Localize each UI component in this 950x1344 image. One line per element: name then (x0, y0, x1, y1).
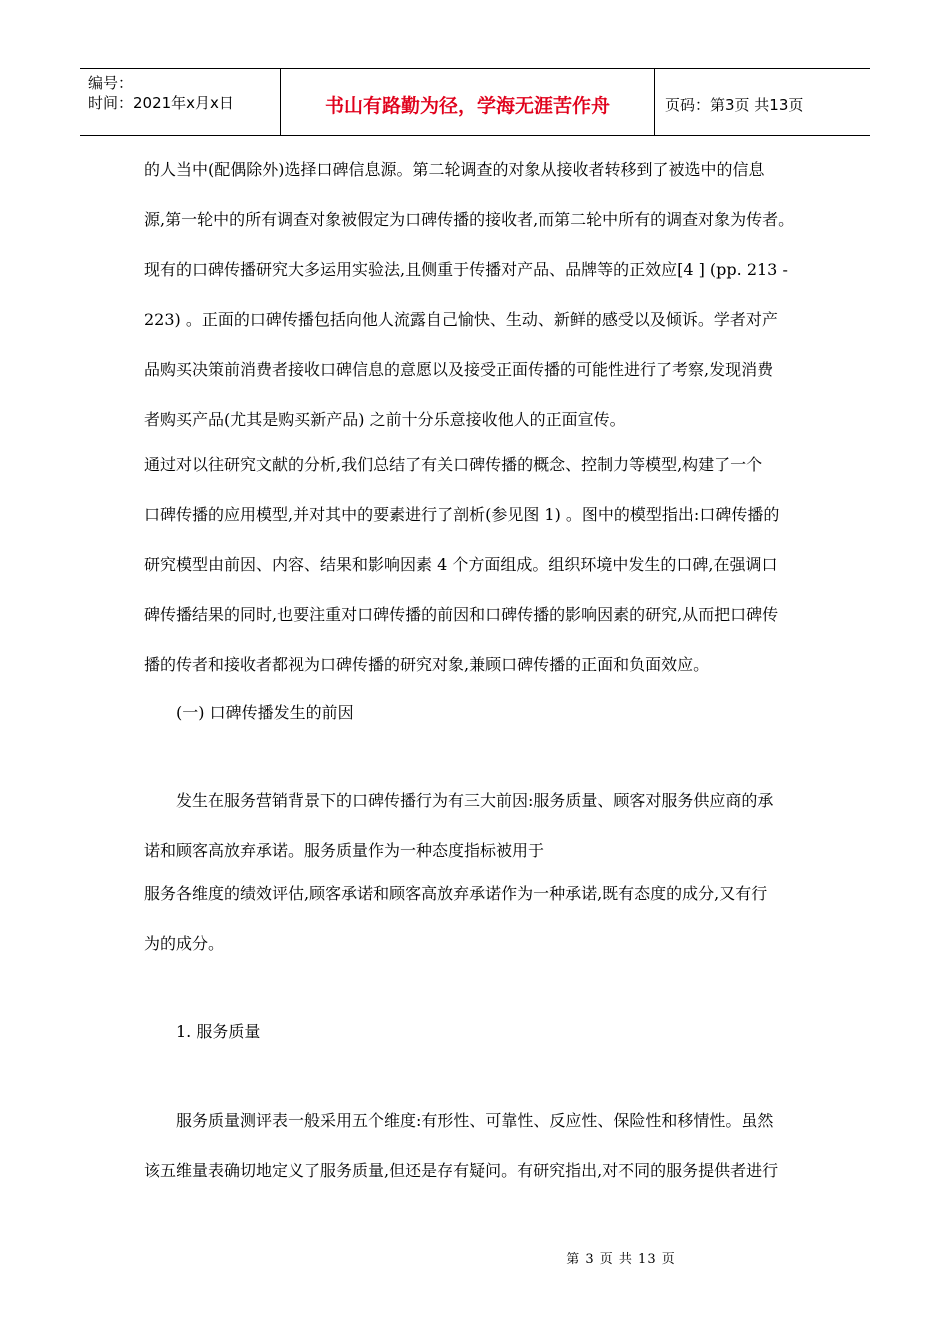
text-line: 223) 。正面的口碑传播包括向他人流露自己愉快、生动、新鲜的感受以及倾诉。学者对产 (144, 310, 778, 329)
page-footer (0, 1248, 950, 1267)
text-line: 研究模型由前因、内容、结果和影响因素 4 个方面组成。组织环境中发生的口碑,在强调口 (144, 555, 778, 574)
text-line: 口碑传播的应用模型,并对其中的要素进行了剖析(参见图 1) 。图中的模型指出:口碑传播的 (144, 505, 780, 524)
text-line: 发生在服务营销背景下的口碑传播行为有三大前因:服务质量、顾客对服务供应商的承 (176, 791, 774, 810)
number-label: 编号： (88, 74, 134, 92)
subsection-heading: 1. 服务质量 (176, 1022, 261, 1041)
text-line: 该五维量表确切地定义了服务质量,但还是存有疑问。有研究指出,对不同的服务提供者进行 (144, 1161, 779, 1180)
text-line: 现有的口碑传播研究大多运用实验法,且侧重于传播对产品、品牌等的正效应[4 ] (pp. 213 - (144, 260, 788, 279)
text-line: 品购买决策前消费者接收口碑信息的意愿以及接受正面传播的可能性进行了考察,发现消费 (144, 360, 774, 379)
footer-page-number: 第 3 页 共 13 页 (566, 1252, 676, 1267)
text-line: 源,第一轮中的所有调查对象被假定为口碑传播的接收者,而第二轮中所有的调查对象为传者。 (144, 210, 795, 229)
text-line: 碑传播结果的同时,也要注重对口碑传播的前因和口碑传播的影响因素的研究,从而把口碑传 (144, 605, 779, 624)
header-table (80, 68, 870, 136)
text-line: 者购买产品(尤其是购买新产品) 之前十分乐意接收他人的正面宣传。 (144, 410, 626, 429)
text-line: 诺和顾客高放弃承诺。服务质量作为一种态度指标被用于 (144, 841, 545, 860)
motto-text: 书山有路勤为径，学海无涯苦作舟 (324, 94, 610, 117)
page-info-text: 页码：第3页 共13页 (665, 95, 804, 114)
text-line: 的人当中(配偶除外)选择口碑信息源。第二轮调查的对象从接收者转移到了被选中的信息 (144, 160, 765, 179)
text-line: 为的成分。 (144, 934, 225, 953)
motto-cell (281, 69, 655, 135)
text-line: 服务各维度的绩效评估,顾客承诺和顾客高放弃承诺作为一种承诺,既有态度的成分,又有行 (144, 884, 768, 903)
time-label: 时间：2021年x月x日 (88, 94, 234, 112)
text-line: 通过对以往研究文献的分析,我们总结了有关口碑传播的概念、控制力等模型,构建了一个 (144, 455, 763, 474)
text-line: 服务质量测评表一般采用五个维度:有形性、可靠性、反应性、保险性和移情性。虽然 (176, 1111, 774, 1130)
section-heading: (一) 口碑传播发生的前因 (176, 703, 354, 722)
header-meta-cell (80, 69, 281, 135)
text-line: 播的传者和接收者都视为口碑传播的研究对象,兼顾口碑传播的正面和负面效应。 (144, 655, 710, 674)
page-info-cell (655, 69, 870, 135)
